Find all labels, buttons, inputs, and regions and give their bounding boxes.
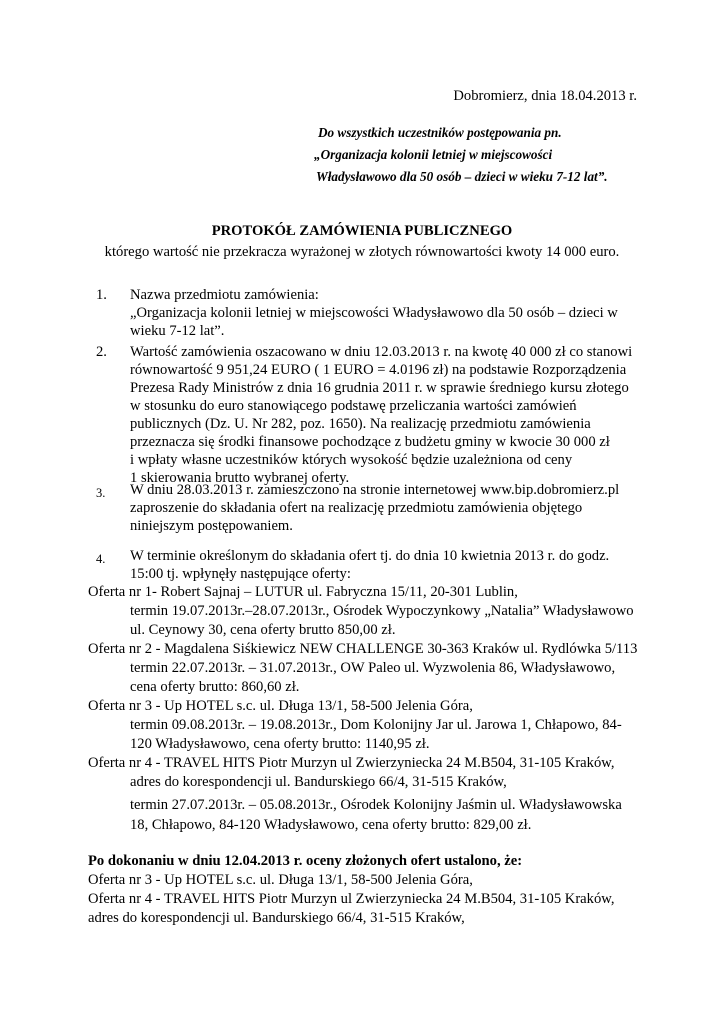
item-2-line: Wartość zamówienia oszacowano w dniu 12.03.2013 r. na kwotę 40 000 zł co stanowi bbox=[130, 344, 633, 360]
item-2-line: 1 skierowania brutto wybranej oferty. bbox=[130, 470, 350, 486]
addressee-line-2: „Organizacja kolonii letniej w miejscowości bbox=[314, 147, 553, 162]
offer-3-line: Oferta nr 3 - Up HOTEL s.c. ul. Długa 13/1, 58-500 Jelenia Góra, bbox=[88, 698, 473, 714]
offer-4-line: Oferta nr 4 - TRAVEL HITS Piotr Murzyn ul Zwierzyniecka 24 M.B504, 31-105 Kraków, bbox=[88, 755, 615, 771]
offer-2-line: Oferta nr 2 - Magdalena Siśkiewicz NEW CHALLENGE 30-363 Kraków ul. Rydlówka 5/113 bbox=[88, 641, 638, 657]
item-2-line: przeznacza się środki finansowe pochodzące z budżetu gminy w kwocie 30 000 zł bbox=[130, 434, 610, 450]
document-subtitle: którego wartość nie przekracza wyrażonej w złotych równowartości kwoty 14 000 euro. bbox=[104, 244, 620, 260]
offer-1-line: termin 19.07.2013r.–28.07.2013r., Ośrodek Wypoczynkowy „Natalia” Władysławowo bbox=[130, 603, 634, 619]
item-2-line: równowartość 9 951,24 EURO ( 1 EURO = 4.0196 zł) na podstawie Rozporządzenia bbox=[130, 362, 627, 378]
item-number-4: 4. bbox=[96, 552, 106, 566]
item-3-line: zaproszenie do składania ofert na realizację przedmiotu zamówienia objętego bbox=[130, 500, 583, 516]
offer-4-line: 18, Chłapowo, 84-120 Władysławowo, cena oferty brutto: 829,00 zł. bbox=[130, 817, 532, 833]
offer-2-line: cena oferty brutto: 860,60 zł. bbox=[130, 679, 300, 695]
item-4-line: 15:00 tj. wpłynęły następujące oferty: bbox=[130, 566, 351, 582]
offer-1-line: Oferta nr 1- Robert Sajnaj – LUTUR ul. Fabryczna 15/11, 20-301 Lublin, bbox=[88, 584, 518, 600]
item-number-1: 1. bbox=[96, 287, 107, 303]
item-3-line: W dniu 28.03.2013 r. zamieszczono na stronie internetowej www.bip.dobromierz.pl bbox=[130, 482, 620, 498]
offer-1-line: ul. Ceynowy 30, cena oferty brutto 850,00 zł. bbox=[130, 622, 396, 638]
addressee-line-3: Władysławowo dla 50 osób – dzieci w wieku 7-12 lat”. bbox=[316, 169, 608, 184]
conclusion-heading: Po dokonaniu w dniu 12.04.2013 r. oceny złożonych ofert ustalono, że: bbox=[88, 853, 523, 869]
conclusion-line: adres do korespondencji ul. Bandurskiego 66/4, 31-515 Kraków, bbox=[88, 910, 465, 926]
document-title: PROTOKÓŁ ZAMÓWIENIA PUBLICZNEGO bbox=[211, 223, 513, 239]
item-3-line: niniejszym postępowaniem. bbox=[130, 518, 293, 534]
item-2-line: publicznych (Dz. U. Nr 282, poz. 1650). Na realizację przedmiotu zamówienia bbox=[130, 416, 591, 432]
item-2-line: w stosunku do euro stanowiącego podstawę przeliczania wartości zamówień bbox=[130, 398, 577, 414]
item-2-line: Prezesa Rady Ministrów z dnia 16 grudnia 2011 r. w sprawie średniego kursu złotego bbox=[130, 380, 629, 396]
conclusion-line: Oferta nr 4 - TRAVEL HITS Piotr Murzyn ul Zwierzyniecka 24 M.B504, 31-105 Kraków, bbox=[88, 891, 615, 907]
offer-4-line: termin 27.07.2013r. – 05.08.2013r., Ośrodek Kolonijny Jaśmin ul. Władysławowska bbox=[130, 797, 622, 813]
item-1-line: wieku 7-12 lat”. bbox=[130, 323, 225, 339]
conclusion-line: Oferta nr 3 - Up HOTEL s.c. ul. Długa 13/1, 58-500 Jelenia Góra, bbox=[88, 872, 473, 888]
place-date: Dobromierz, dnia 18.04.2013 r. bbox=[453, 88, 637, 104]
item-number-2: 2. bbox=[96, 344, 107, 360]
item-2-line: i wpłaty własne uczestników których wysokość będzie uzależniona od ceny bbox=[130, 452, 573, 468]
offer-4-line: adres do korespondencji ul. Bandurskiego 66/4, 31-515 Kraków, bbox=[130, 774, 507, 790]
item-4-line: W terminie określonym do składania ofert tj. do dnia 10 kwietnia 2013 r. do godz. bbox=[130, 548, 610, 564]
item-number-3: 3. bbox=[96, 486, 106, 500]
offer-3-line: 120 Władysławowo, cena oferty brutto: 1140,95 zł. bbox=[130, 736, 430, 752]
offer-3-line: termin 09.08.2013r. – 19.08.2013r., Dom Kolonijny Jar ul. Jarowa 1, Chłapowo, 84- bbox=[130, 717, 622, 733]
item-1-line: „Organizacja kolonii letniej w miejscowości Władysławowo dla 50 osób – dzieci w bbox=[130, 305, 618, 321]
offer-2-line: termin 22.07.2013r. – 31.07.2013r., OW Paleo ul. Wyzwolenia 86, Władysławowo, bbox=[130, 660, 616, 676]
addressee-line-1: Do wszystkich uczestników postępowania pn. bbox=[318, 125, 562, 140]
item-1-line: Nazwa przedmiotu zamówienia: bbox=[130, 287, 319, 303]
